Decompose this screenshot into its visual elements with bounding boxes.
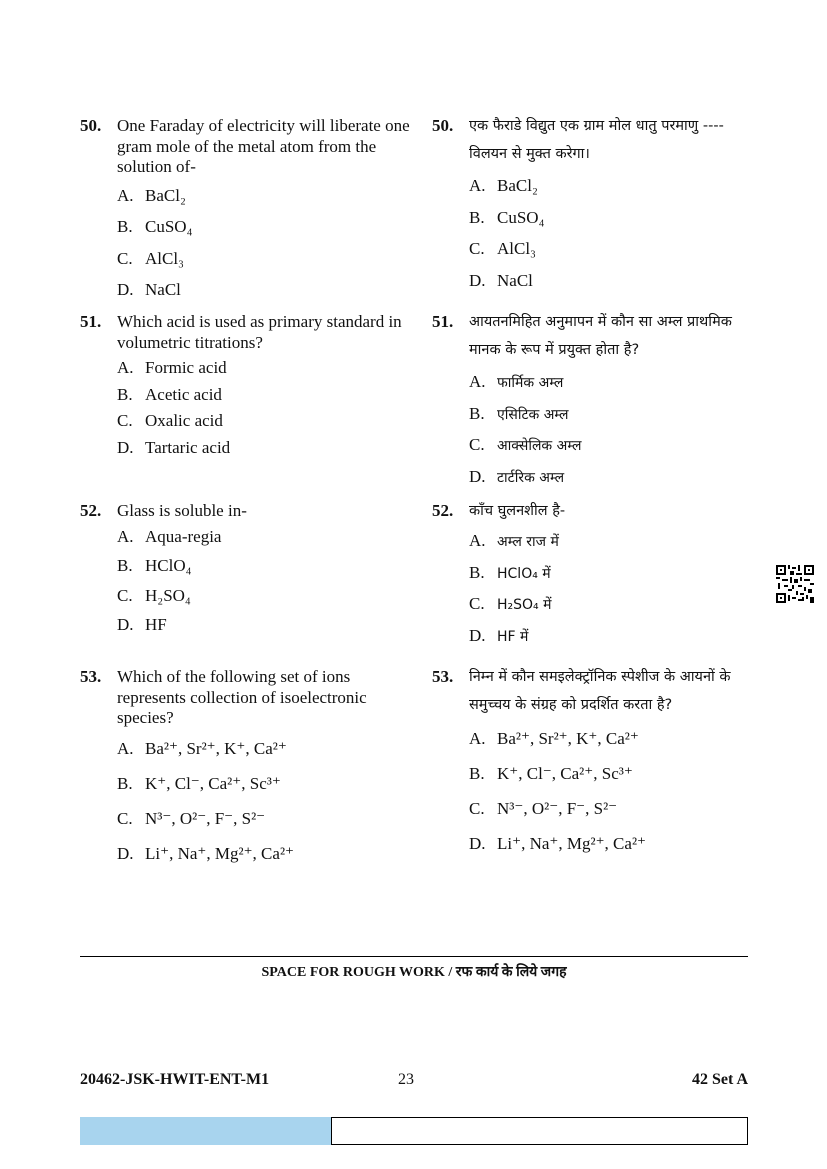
option-a: A. अम्ल राज में: [469, 531, 559, 550]
question-51-en: [80, 312, 410, 461]
option-c: C. AlCl₃: [469, 239, 536, 258]
option-b: B. Acetic acid: [117, 384, 222, 404]
option-a: A. Ba²⁺, Sr²⁺, K⁺, Ca²⁺: [117, 738, 287, 758]
option-d: D. NaCl: [469, 270, 533, 290]
option-d: D. Tartaric acid: [117, 437, 231, 457]
option-a: A. Formic acid: [117, 358, 227, 377]
option-b: B. एसिटिक अम्ल: [469, 403, 569, 423]
question-50-hi: [432, 116, 762, 296]
question-53-hi: [432, 667, 762, 861]
question-53-en: [80, 667, 410, 871]
option-d: D. टार्टरिक अम्ल: [469, 466, 565, 486]
question-52-en: [80, 501, 410, 639]
question-text: Which acid is used as primary standard in volumetric titrations?: [117, 312, 402, 352]
options-list: [469, 366, 762, 492]
question-text: आयतनमिहित अनुमापन में कौन सा अम्ल प्राथमिक मानक के रूप में प्रयुक्त होता है?: [469, 314, 732, 358]
footer-color-band: [80, 1117, 331, 1145]
option-a: A. फार्मिक अम्ल: [469, 372, 564, 391]
option-b: B. CuSO₄: [469, 207, 545, 227]
page-number: 23: [398, 1071, 414, 1088]
rough-work-label: SPACE FOR ROUGH WORK / रफ कार्य के लिये जगह: [261, 965, 567, 980]
question-number: 51.: [80, 312, 102, 331]
question-number: 50.: [432, 116, 454, 135]
set-label: 42 Set A: [692, 1071, 748, 1088]
question-52-hi: [432, 501, 762, 651]
question-text: काँच घुलनशील है-: [469, 503, 566, 519]
option-d: D. NaCl: [117, 280, 181, 299]
rough-work-divider: [80, 956, 748, 957]
question-text: एक फैराडे विद्युत एक ग्राम मोल धातु परमाणु ---- विलयन से मुक्त करेगा।: [469, 118, 724, 162]
option-b: B. K⁺, Cl⁻, Ca²⁺, Sc³⁺: [117, 773, 281, 793]
option-c: C. AlCl₃: [117, 248, 184, 268]
question-number: 51.: [432, 312, 454, 331]
option-c: C. H₂SO₄: [117, 585, 191, 605]
option-d: D. HF में: [469, 625, 529, 645]
question-50-en: [80, 116, 410, 304]
options-list: [117, 524, 410, 639]
options-list: [469, 721, 762, 861]
options-list: [469, 525, 762, 651]
options-list: [117, 355, 410, 461]
question-51-hi: [432, 312, 762, 492]
question-number: 52.: [80, 501, 102, 520]
option-b: B. HClO₄: [117, 556, 192, 575]
options-list: [117, 183, 410, 304]
option-c: C. N³⁻, O²⁻, F⁻, S²⁻: [469, 799, 618, 818]
footer-box: [331, 1117, 748, 1145]
options-list: [469, 170, 762, 296]
option-c: C. N³⁻, O²⁻, F⁻, S²⁻: [117, 808, 266, 828]
question-text: One Faraday of electricity will liberate one gram mole of the metal atom from the solution of-: [117, 116, 410, 176]
paper-code: 20462-JSK-HWIT-ENT-M1: [80, 1071, 270, 1088]
option-c: C. Oxalic acid: [117, 411, 223, 430]
option-d: D. Li⁺, Na⁺, Mg²⁺, Ca²⁺: [469, 834, 647, 853]
question-number: 52.: [432, 501, 454, 520]
options-list: [117, 731, 410, 871]
question-text: Which of the following set of ions represents collection of isoelectronic species?: [117, 667, 367, 727]
question-number: 53.: [432, 667, 454, 686]
option-c: C. H₂SO₄ में: [469, 594, 552, 613]
option-b: B. HClO₄ में: [469, 562, 551, 582]
question-number: 50.: [80, 116, 102, 135]
option-b: B. K⁺, Cl⁻, Ca²⁺, Sc³⁺: [469, 764, 633, 783]
question-text: निम्न में कौन समइलेक्ट्रॉनिक स्पेशीज के आयनों के समुच्चय के संग्रह को प्रदर्शित करता है?: [469, 669, 731, 713]
option-a: A. Aqua-regia: [117, 526, 222, 546]
qr-code-icon: [776, 565, 814, 603]
question-text: Glass is soluble in-: [117, 501, 247, 520]
option-a: A. BaCl₂: [469, 176, 538, 195]
option-b: B. CuSO₄: [117, 217, 193, 236]
option-d: D. HF: [117, 615, 167, 634]
option-d: D. Li⁺, Na⁺, Mg²⁺, Ca²⁺: [117, 843, 295, 863]
option-c: C. आक्सेलिक अम्ल: [469, 435, 582, 454]
option-a: A. BaCl₂: [117, 185, 186, 205]
question-number: 53.: [80, 667, 102, 686]
option-a: A. Ba²⁺, Sr²⁺, K⁺, Ca²⁺: [469, 729, 639, 748]
